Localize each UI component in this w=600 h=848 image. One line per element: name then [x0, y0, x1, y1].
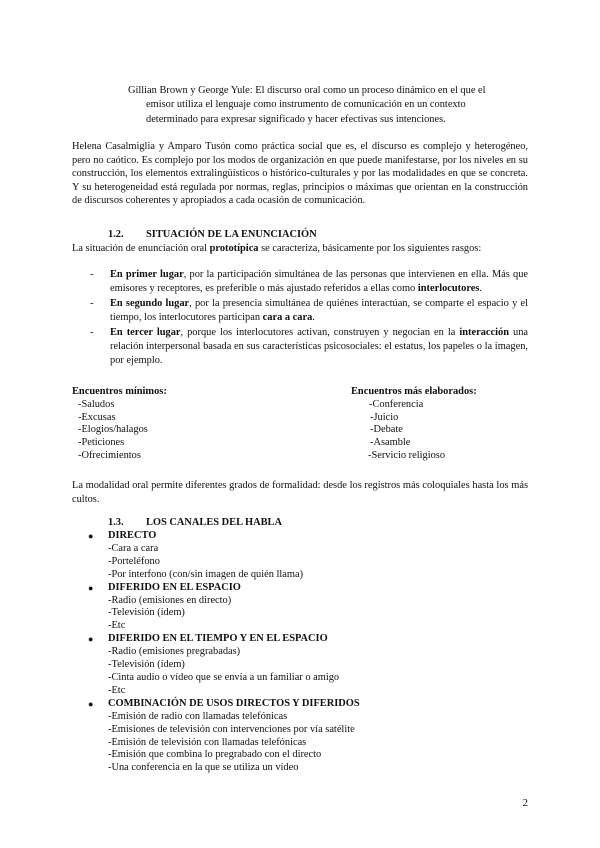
rasgos-list	[90, 268, 528, 369]
list-item: -Conferencia	[369, 398, 424, 410]
list-item: -Radio (emisiones en directo)	[108, 594, 232, 606]
list-item: -Cinta audio o vídeo que se envía a un familiar o amigo	[108, 671, 340, 683]
item-bold: cara a cara	[262, 311, 313, 323]
bullet-icon: ●	[88, 634, 94, 645]
list-item: -Ofrecimientos	[78, 449, 141, 461]
list-item: -Emisiones de televisión con intervenciones por vía satélite	[108, 723, 355, 735]
list-item	[90, 297, 528, 324]
category-label: DIFERIDO EN EL TIEMPO Y EN EL ESPACIO	[108, 633, 328, 645]
intro-bold: prototípica	[209, 243, 259, 254]
item-text: , porque los interlocutores activan, construyen y negocian en la	[180, 327, 460, 339]
list-item: -Televisión (ídem)	[108, 659, 185, 671]
list-item: -Por interfono (con/sin imagen de quién llama)	[108, 568, 304, 580]
item-end: .	[479, 282, 483, 294]
list-item: -Servicio religioso	[368, 449, 446, 461]
section-title: LOS CANALES DEL HABLA	[146, 517, 282, 528]
page-number: 2	[522, 797, 528, 809]
list-item: -Cara a cara	[108, 542, 159, 554]
list-item: -Radio (emisiones pregrabadas)	[108, 646, 241, 658]
section-number: 1.3.	[108, 517, 124, 528]
list-item: -Etc	[108, 684, 126, 696]
modalidad-paragraph: La modalidad oral permite diferentes grados de formalidad: desde los registros más coloquiales hasta los más cultos.	[72, 480, 528, 505]
dash-bullet-icon: -	[90, 298, 94, 310]
quote-author: Gillian Brown y George Yule:	[128, 85, 253, 96]
dash-bullet-icon: -	[90, 327, 94, 339]
item-end: .	[312, 311, 315, 323]
canal-category	[86, 530, 526, 543]
dash-bullet-icon: -	[90, 269, 94, 280]
item-lead: En primer lugar	[110, 269, 184, 280]
category-label: DIFERIDO EN EL ESPACIO	[108, 581, 241, 593]
item-lead: En tercer lugar	[110, 327, 181, 339]
item-text: , por la presencia simultánea de quiénes interactúan, se comparte el espacio y el tiempo, los interlocutores participan	[110, 298, 528, 323]
intro-text-end: se caracteriza, básicamente por los siguientes rasgos:	[258, 243, 482, 254]
intro-text: La situación de enunciación oral	[72, 243, 210, 254]
bullet-icon: ●	[88, 582, 94, 593]
helena-paragraph: Helena Casalmiglia y Amparo Tusón como práctica social que es, el discurso es complejo y heterogéneo, pero no caótico. Es complejo por los modos de organización en que puede manifestarse, por los niveles en su construcción, los elementos extralingüísticos o histórico-culturales y por las modalidades en que se concreta. Y su heterogeneidad está regulada por normas, reglas, principios o máximas que orientan en la construcción de discursos coherentes y apropiados a cada ocasión de comunicación.	[72, 141, 528, 207]
canal-category	[86, 698, 526, 711]
bullet-icon: ●	[88, 698, 94, 709]
category-label: DIRECTO	[108, 530, 157, 541]
quote-line-2: emisor utiliza el lenguaje como instrumento de comunicación en un contexto	[146, 99, 466, 111]
quote-line-3: determinado para expresar significado y hacer efectivas sus intenciones.	[146, 113, 446, 125]
canales-list	[86, 530, 526, 775]
list-item: -Juicio	[370, 411, 399, 423]
encuentros-minimos	[72, 386, 272, 463]
list-item: -Emisión que combina lo pregrabado con el directo	[108, 749, 322, 761]
list-item: -Asamble	[370, 437, 411, 449]
encuentros-minimos-title: Encuentros mínimos:	[72, 386, 167, 397]
list-item	[90, 268, 528, 295]
list-item: -Una conferencia en la que se utiliza un vídeo	[108, 762, 299, 774]
section-heading-1-3	[108, 517, 282, 528]
item-bold: interlocutores	[417, 282, 480, 294]
section-title: SITUACIÓN DE LA ENUNCIACIÓN	[146, 229, 317, 240]
list-item: -Porteléfono	[108, 555, 160, 567]
list-item: -Emisión de radio con llamadas telefónicas	[108, 710, 288, 722]
encuentros-elaborados	[351, 386, 551, 463]
list-item: -Emisión de televisión con llamadas telefónicas	[108, 736, 307, 748]
canal-category	[86, 633, 526, 646]
quote-block	[128, 84, 528, 127]
list-item: -Televisión (ídem)	[108, 607, 185, 619]
canal-category	[86, 582, 526, 595]
list-item: -Saludos	[78, 398, 115, 410]
item-end: una relación interpersonal basada en sus características psicosociales: el estatus, los papeles o la imagen, por ejemplo.	[110, 327, 528, 366]
section-number: 1.2.	[108, 229, 124, 240]
bullet-icon: ●	[88, 531, 94, 541]
list-item: -Excusas	[78, 411, 116, 423]
item-text: , por la participación simultánea de las personas que intervienen en ella. Más que emisores y receptores, es preferible o más ajustado referidos a ellas como	[110, 269, 528, 294]
enunciacion-intro	[72, 242, 528, 256]
list-item	[90, 326, 528, 367]
list-item: -Elogios/halagos	[78, 424, 148, 436]
quote-line-1: El discurso oral como un proceso dinámico en el que el	[252, 85, 486, 96]
encuentros-elaborados-title: Encuentros más elaborados:	[351, 386, 477, 397]
item-bold: interacción	[459, 327, 509, 339]
item-lead: En segundo lugar	[110, 298, 190, 310]
list-item: -Debate	[370, 424, 403, 436]
category-label: COMBINACIÓN DE USOS DIRECTOS Y DIFERIDOS	[108, 697, 360, 709]
list-item: -Etc	[108, 620, 126, 632]
section-heading-1-2	[108, 229, 317, 240]
list-item: -Peticiones	[78, 437, 125, 449]
